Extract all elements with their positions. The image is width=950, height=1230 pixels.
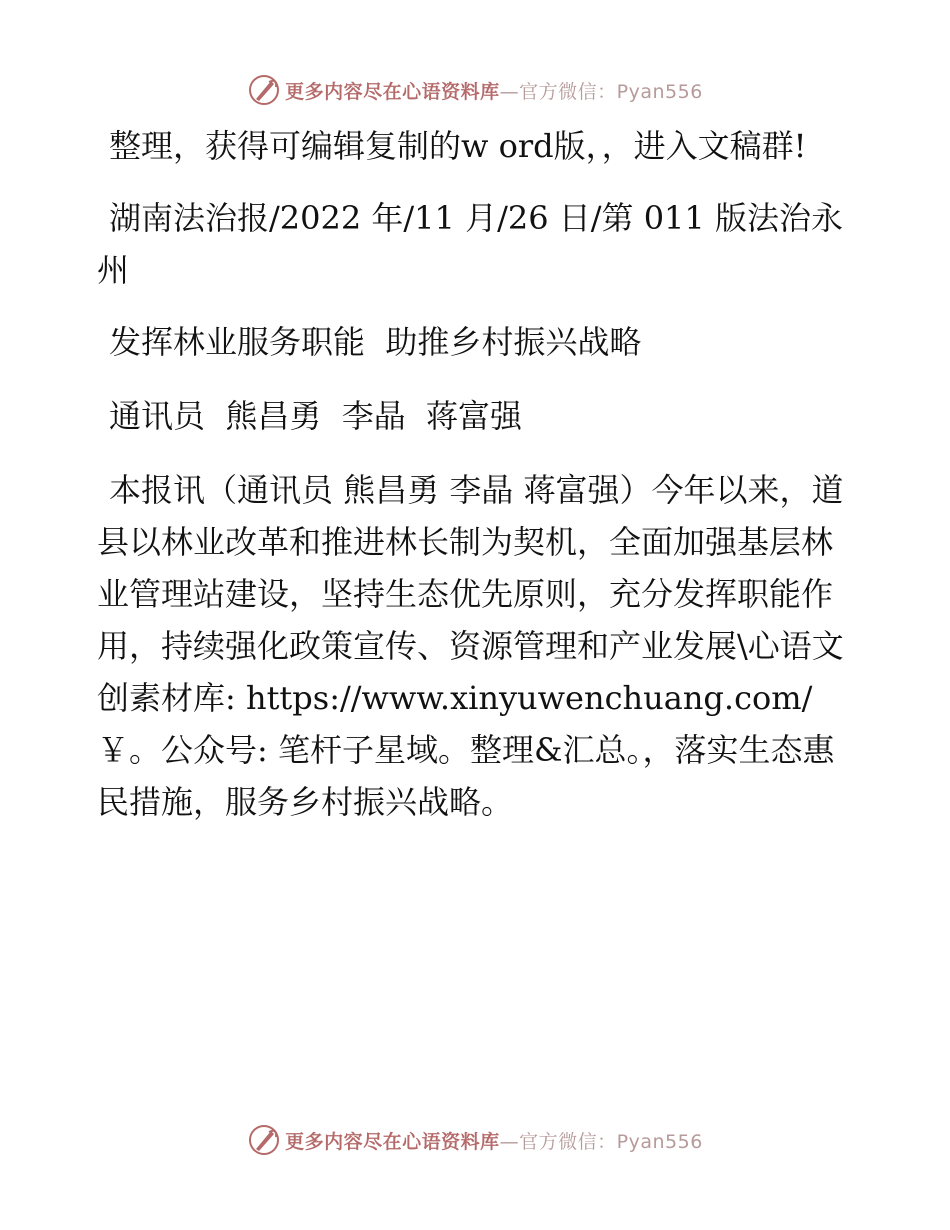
byline: 通讯员 熊昌勇 李晶 蒋富强	[109, 397, 523, 435]
footer-watermark	[0, 1120, 950, 1160]
watermark-main-text: 更多内容尽在心语资料库	[285, 1130, 500, 1153]
document-body	[97, 120, 857, 848]
watermark-contact-text: 官方微信：Pyan556	[519, 1130, 703, 1153]
source-line: 湖南法治报/2022 年/11 月/26 日/第 011 版法治永州	[97, 199, 843, 289]
watermark-separator: —	[499, 80, 520, 103]
article-body: 本报讯（通讯员 熊昌勇 李晶 蒋富强）今年以来，道县以林业改革和推进林长制为契机，全面加强基层林业管理站建设，坚持生态优先原则，充分发挥职能作用，持续强化政策宣传、资源管理和产业发展\心语文创素材库: https://www.xinyuwenchuang.com/￥。公众号: 笔杆子星域。整理&汇总。，落实生态惠民措施，服务乡村振兴战略。	[97, 471, 844, 821]
quill-pen-logo-icon	[247, 73, 281, 107]
watermark-contact-text: 官方微信：Pyan556	[519, 80, 703, 103]
article-title: 发挥林业服务职能 助推乡村振兴战略	[109, 323, 642, 361]
watermark-separator: —	[499, 1130, 520, 1153]
header-watermark	[0, 70, 950, 110]
quill-pen-logo-icon	[247, 1123, 281, 1157]
watermark-main-text: 更多内容尽在心语资料库	[285, 80, 500, 103]
intro-paragraph: 整理，获得可编辑复制的w ord版，，进入文稿群!	[109, 127, 807, 165]
